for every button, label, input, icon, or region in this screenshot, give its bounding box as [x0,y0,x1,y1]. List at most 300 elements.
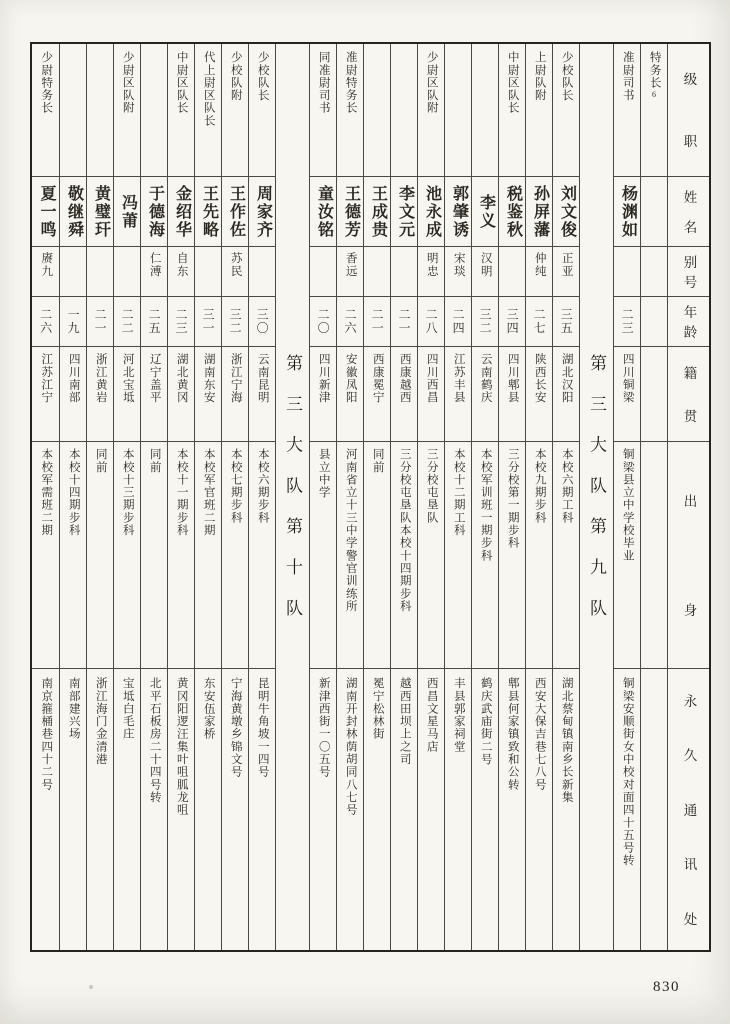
person-column [221,44,248,950]
cell-background [526,442,552,669]
cell-text-background: 铜梁县立中学校毕业 [621,448,634,562]
cell-text-alias: 苏民 [229,252,242,278]
cell-text-native: 西康越西 [398,353,411,404]
cell-text-native: 四川新津 [317,353,330,404]
cell-background [499,442,525,669]
cell-name [310,177,336,247]
header-cell-name [668,177,709,247]
cell-native [614,347,640,442]
cell-alias [114,247,140,297]
cell-name [87,177,113,247]
cell-name [553,177,579,247]
cell-text-native: 湖北汉阳 [560,353,573,404]
person-column [167,44,194,950]
cell-rank [195,44,221,177]
cell-age [472,297,498,347]
cell-native [114,347,140,442]
cell-alias [418,247,444,297]
cell-background [310,442,336,669]
section-title: 第三大队第九队 [587,354,606,640]
cell-address [641,669,667,950]
cell-text-address: 南京箍桶巷四十二号 [40,677,53,791]
header-cell-address [668,669,709,950]
cell-text-native: 安徽凤阳 [344,353,357,404]
cell-age [641,297,667,347]
cell-text-age: 二三 [620,308,635,335]
cell-background [141,442,167,669]
cell-text-background: 同前 [148,448,161,474]
person-column [309,44,336,950]
cell-text-rank: 少尉区队附 [121,51,134,115]
person-column [525,44,552,950]
cell-rank [391,44,417,177]
cell-text-native: 四川铜梁 [621,353,634,404]
cell-background [195,442,221,669]
cell-text-native: 四川西昌 [425,353,438,404]
header-label-char: 年 [681,304,697,318]
cell-text-age: 二四 [451,308,466,335]
section-title: 第三大队第十队 [283,354,302,640]
person-column [194,44,221,950]
cell-text-name: 金绍华 [173,184,191,239]
cell-text-address: 黄冈阳逻汪集叶咀胍龙咀 [175,677,188,817]
cell-text-native: 浙江宁海 [229,353,242,404]
cell-alias [195,247,221,297]
cell-background [641,442,667,669]
cell-text-address: 西安大保吉巷七八号 [533,677,546,791]
cell-name [60,177,86,247]
cell-text-rank: 少尉区队附 [425,51,438,115]
header-cell-alias [668,247,709,297]
cell-text-name: 池永成 [423,184,441,239]
cell-text-rank: 准尉司书 [621,51,634,102]
cell-text-age: 三五 [559,308,574,335]
cell-background [87,442,113,669]
cell-rank [310,44,336,177]
cell-text-rank: 少尉特务长 [40,51,53,115]
header-cell-native [668,347,709,442]
cell-address [249,669,275,950]
cell-text-native: 浙江黄岩 [94,353,107,404]
cell-text-alias: 宋琰 [452,252,465,278]
cell-text-background: 县立中学 [317,448,330,499]
cell-rank [499,44,525,177]
cell-text-address: 湖南开封林荫胡同八七号 [344,677,357,817]
cell-text-address: 北平石板房二十四号转 [148,677,161,804]
cell-text-address: 郫县何家镇致和公转 [506,677,519,791]
person-column [417,44,444,950]
section-divider [579,44,613,950]
cell-text-alias: 香远 [344,252,357,278]
cell-text-address: 鹤庆武庙街二号 [479,677,492,766]
person-column [248,44,275,950]
header-label-char: 贯 [681,408,697,423]
cell-text-name: 敬继舜 [65,184,83,239]
person-column [363,44,390,950]
cell-text-native: 云南鹤庆 [479,353,492,404]
cell-name [614,177,640,247]
cell-text-address: 东安伍家桥 [202,677,215,741]
cell-background [553,442,579,669]
cell-text-age: 二〇 [316,308,331,335]
cell-text-background: 本校军官班二期 [202,448,215,537]
cell-text-rank: 代上尉区队长 [202,51,215,127]
cell-text-background: 同前 [94,448,107,474]
cell-text-alias: 明忠 [425,252,438,278]
footnote-mark: 6 [649,89,659,99]
cell-alias [168,247,194,297]
header-label-char: 身 [681,602,697,617]
cell-text-alias: 汉明 [479,252,492,278]
cell-alias [445,247,471,297]
cell-text-address: 宝坻白毛庄 [121,677,134,741]
cell-text-age: 二二 [120,308,135,335]
cell-text-native: 四川南部 [67,353,80,404]
cell-text-name: 于德海 [146,184,164,239]
person-column [32,44,59,950]
cell-rank [553,44,579,177]
cell-native [60,347,86,442]
roster-table [30,42,711,952]
cell-native [141,347,167,442]
cell-text-background: 本校六期工科 [560,448,573,524]
cell-background [114,442,140,669]
cell-age [168,297,194,347]
header-label-char: 久 [681,748,697,762]
cell-text-native: 四川郫县 [506,353,519,404]
cell-age [249,297,275,347]
cell-native [526,347,552,442]
cell-text-rank: 上尉队附 [533,51,546,102]
cell-text-name: 王德芳 [342,184,360,239]
header-label-char: 永 [681,693,697,708]
person-column [86,44,113,950]
cell-alias [472,247,498,297]
cell-name [249,177,275,247]
cell-alias [499,247,525,297]
cell-name [418,177,444,247]
cell-alias [310,247,336,297]
cell-text-age: 二六 [343,308,358,335]
cell-age [60,297,86,347]
cell-rank [337,44,363,177]
cell-age [391,297,417,347]
cell-text-name: 郭肇诱 [450,184,468,239]
cell-address [553,669,579,950]
cell-text-age: 二一 [397,308,412,335]
cell-age [114,297,140,347]
person-column [140,44,167,950]
section-divider [275,44,309,950]
header-column [667,44,709,950]
cell-background [222,442,248,669]
cell-age [364,297,390,347]
cell-native [418,347,444,442]
cell-text-address: 湖北蔡甸镇南乡长新集 [560,677,573,804]
cell-text-address: 越西田坝上之司 [398,677,411,766]
cell-text-alias: 赓九 [40,252,53,278]
cell-name [364,177,390,247]
cell-alias [553,247,579,297]
cell-alias [222,247,248,297]
cell-text-name: 刘文俊 [558,184,576,239]
cell-background [614,442,640,669]
cell-text-name: 李文元 [396,184,414,239]
cell-rank [168,44,194,177]
cell-text-address: 浙江海门金清港 [94,677,107,766]
cell-text-age: 三〇 [255,308,270,335]
cell-text-background: 本校军训班一期步科 [479,448,492,562]
cell-rank [249,44,275,177]
cell-address [391,669,417,950]
cell-rank [141,44,167,177]
cell-text-rank: 特务长 [648,51,661,89]
cell-background [32,442,59,669]
cell-text-age: 二一 [370,308,385,335]
person-column [59,44,86,950]
cell-name [222,177,248,247]
cell-text-native: 江苏江宁 [40,353,53,404]
cell-address [526,669,552,950]
cell-native [553,347,579,442]
cell-background [337,442,363,669]
cell-alias [337,247,363,297]
cell-text-alias: 正亚 [560,252,573,278]
person-column [552,44,579,950]
cell-alias [249,247,275,297]
person-column [498,44,525,950]
cell-text-age: 一九 [66,308,81,335]
cell-text-age: 二六 [38,308,53,335]
cell-text-background: 本校六期步科 [256,448,269,524]
person-column [113,44,140,950]
cell-text-name: 王成贵 [369,184,387,239]
header-cell-rank [668,44,709,177]
cell-address [32,669,59,950]
cell-address [499,669,525,950]
cell-text-rank: 中尉区队长 [506,51,519,115]
cell-text-native: 辽宁盖平 [148,353,161,404]
cell-text-address: 新津西街一〇五号 [317,677,330,779]
cell-age [418,297,444,347]
cell-alias [641,247,667,297]
person-column [444,44,471,950]
cell-text-background: 本校九期步科 [533,448,546,524]
cell-text-name: 税鉴秋 [504,184,522,239]
cell-text-native: 湖北黄冈 [175,353,188,404]
cell-name [641,177,667,247]
header-label-char: 籍 [681,365,697,380]
cell-background [249,442,275,669]
cell-text-age: 三二 [478,308,493,335]
scan-noise [0,0,2,2]
cell-rank [614,44,640,177]
cell-text-age: 二一 [93,308,108,335]
cell-address [141,669,167,950]
cell-rank [32,44,59,177]
cell-text-native: 湖南东安 [202,353,215,404]
cell-text-rank: 同准尉司书 [317,51,330,115]
cell-text-name: 童汝铭 [315,184,333,239]
cell-rank [526,44,552,177]
header-label-char: 通 [681,802,697,817]
cell-address [310,669,336,950]
cell-alias [614,247,640,297]
cell-age [614,297,640,347]
cell-text-rank: 少校队附 [229,51,242,102]
cell-native [195,347,221,442]
cell-age [526,297,552,347]
person-column [471,44,498,950]
cell-text-age: 二七 [532,308,547,335]
cell-address [364,669,390,950]
cell-text-alias: 自东 [175,252,188,278]
cell-rank [364,44,390,177]
cell-text-age: 二八 [424,308,439,335]
cell-text-address: 丰县郭家祠堂 [452,677,465,753]
cell-name [526,177,552,247]
cell-age [499,297,525,347]
cell-text-native: 西康冕宁 [371,353,384,404]
cell-text-age: 二三 [174,308,189,335]
cell-text-background: 河南省立十三中学警官训练所 [344,448,357,613]
cell-age [141,297,167,347]
cell-text-rank: 准尉特务长 [344,51,357,115]
cell-background [445,442,471,669]
cell-text-name: 孙屏藩 [531,184,549,239]
cell-native [168,347,194,442]
cell-text-rank: 少校队长 [560,51,573,102]
cell-native [222,347,248,442]
cell-address [168,669,194,950]
cell-rank [641,44,667,177]
cell-text-rank: 中尉区队长 [175,51,188,115]
header-label-char: 处 [681,911,697,926]
cell-address [472,669,498,950]
cell-name [337,177,363,247]
header-label-char: 号 [681,275,697,289]
cell-age [32,297,59,347]
cell-alias [60,247,86,297]
cell-background [391,442,417,669]
cell-text-rank: 少校队长 [256,51,269,102]
cell-rank [87,44,113,177]
header-label-char: 级 [681,72,697,86]
header-label-char: 别 [681,254,697,268]
cell-background [418,442,444,669]
cell-native [499,347,525,442]
person-column [613,44,640,950]
cell-text-name: 杨渊如 [619,184,637,239]
cell-text-native: 云南昆明 [256,353,269,404]
cell-address [445,669,471,950]
cell-text-address: 宁海黄墩乡锦文号 [229,677,242,779]
cell-text-age: 三一 [201,308,216,335]
cell-text-background: 本校七期步科 [229,448,242,524]
header-label-char: 龄 [681,325,697,339]
cell-text-address: 南部建兴场 [67,677,80,741]
cell-age [553,297,579,347]
cell-text-name: 王先略 [200,184,218,239]
cell-text-address: 铜梁安顺街女中校对面四十五号转 [621,677,634,867]
cell-rank [60,44,86,177]
cell-text-age: 三四 [505,308,520,335]
cell-address [60,669,86,950]
cell-alias [364,247,390,297]
cell-text-background: 三分校屯垦队本校十四期步科 [398,448,411,613]
cell-age [195,297,221,347]
cell-age [222,297,248,347]
header-label-char: 出 [681,493,697,508]
cell-age [87,297,113,347]
cell-native [337,347,363,442]
cell-rank [222,44,248,177]
cell-address [114,669,140,950]
header-label-char: 姓 [681,189,697,203]
cell-text-native: 江苏丰县 [452,353,465,404]
cell-alias [87,247,113,297]
cell-name [32,177,59,247]
cell-text-background: 本校十二期工科 [452,448,465,537]
cell-text-background: 三分校屯垦队 [425,448,438,524]
cell-text-name: 周家齐 [254,184,272,239]
header-cell-background [668,442,709,669]
cell-native [32,347,59,442]
cell-address [195,669,221,950]
cell-text-age: 二五 [147,308,162,335]
header-label-char: 职 [681,134,697,148]
cell-alias [391,247,417,297]
cell-name [499,177,525,247]
cell-text-name: 李义 [477,193,495,230]
cell-text-alias: 仁溥 [148,252,161,278]
header-cell-age [668,297,709,347]
cell-native [87,347,113,442]
page-number: 830 [653,979,680,995]
cell-name [114,177,140,247]
cell-name [168,177,194,247]
cell-name [141,177,167,247]
cell-native [310,347,336,442]
cell-native [445,347,471,442]
cell-text-background: 本校十三期步科 [121,448,134,537]
cell-native [249,347,275,442]
person-column [390,44,417,950]
cell-background [364,442,390,669]
cell-name [391,177,417,247]
cell-text-background: 本校十四期步科 [67,448,80,537]
cell-name [472,177,498,247]
cell-text-name: 冯莆 [119,193,137,230]
cell-address [614,669,640,950]
cell-address [222,669,248,950]
cell-text-background: 三分校第一期步科 [506,448,519,550]
cell-alias [32,247,59,297]
person-column [640,44,667,950]
cell-rank [114,44,140,177]
cell-rank [472,44,498,177]
cell-native [391,347,417,442]
cell-text-address: 昆明牛角坡一四号 [256,677,269,779]
cell-text-address: 西昌文星马店 [425,677,438,753]
cell-name [195,177,221,247]
cell-background [60,442,86,669]
cell-name [445,177,471,247]
cell-age [445,297,471,347]
cell-text-background: 本校十一期步科 [175,448,188,537]
cell-text-background: 同前 [371,448,384,474]
cell-text-name: 黄璧玕 [92,184,110,239]
